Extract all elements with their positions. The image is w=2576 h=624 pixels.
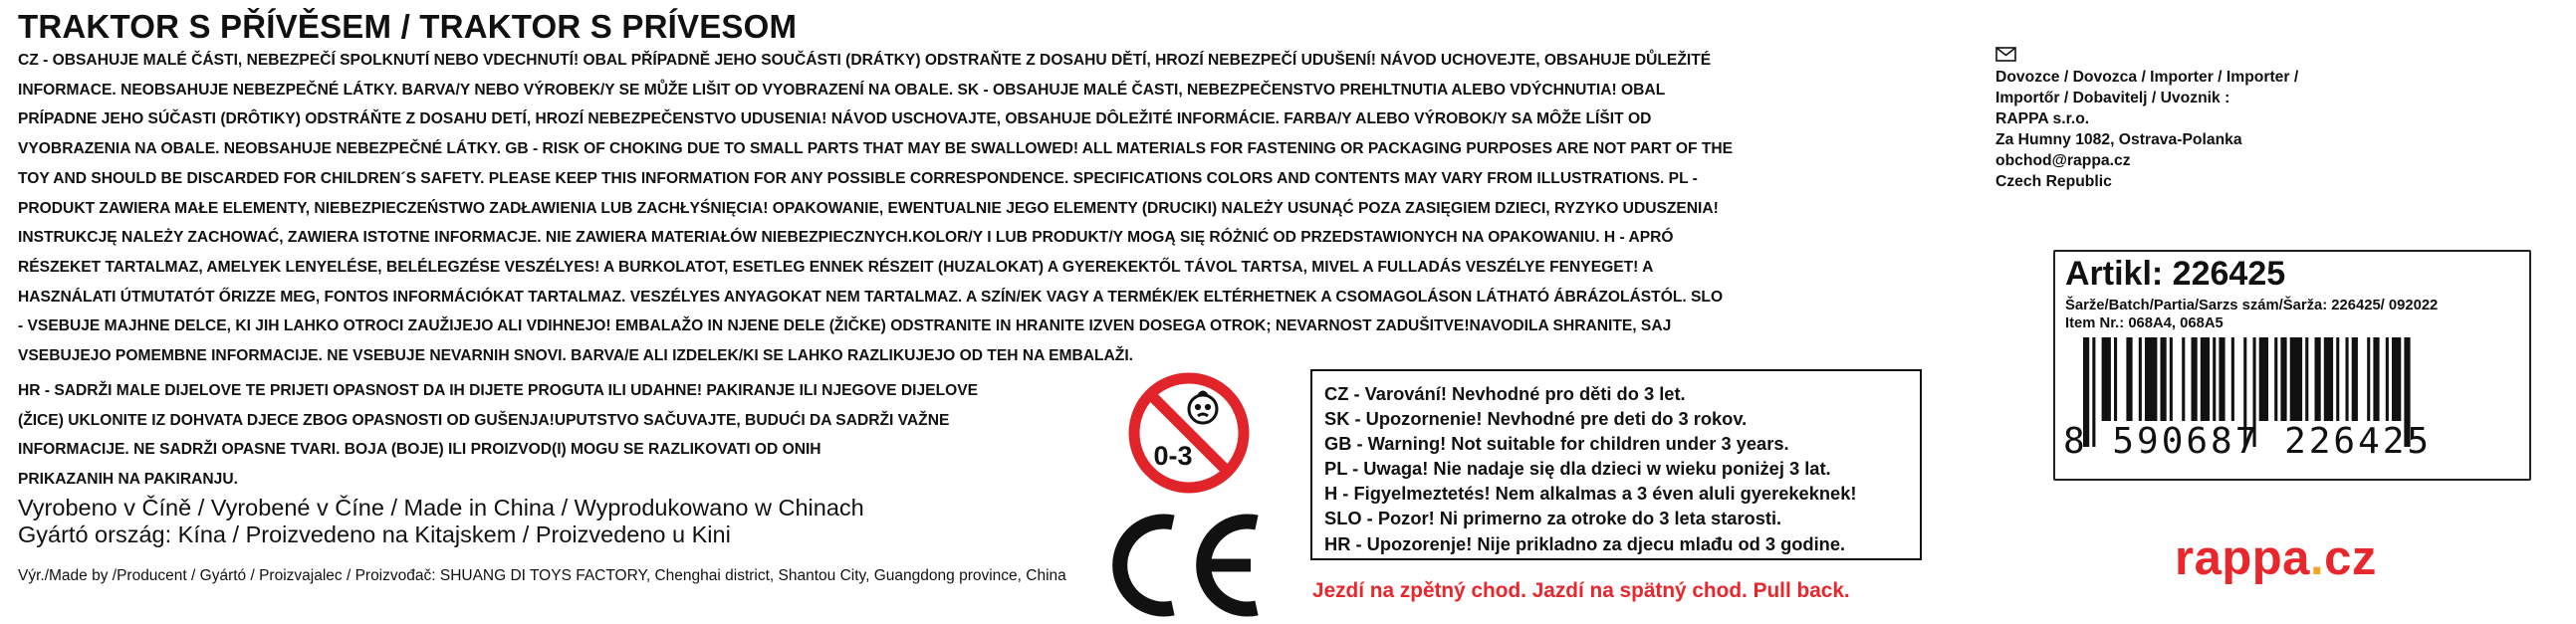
hr-warning-line: PRIKAZANIH NA PAKIRANJU. [18,471,238,489]
warning-line: INSTRUKCJĘ NALEŻY ZACHOWAĆ, ZAWIERA ISTOTNE INFORMACJE. NIE ZAWIERA MATERIAŁÓW NIEBEZPIECZNYCH.KOLOR/Y I LUB PRODUKT/Y MOGĄ SIĘ RÓŻNIĆ OD PRZEDSTAWIONYCH NA OPAKOWANIU. H - APRÓ [18,229,1674,247]
barcode-bar [2213,337,2216,421]
ean-number: 8 590687 226425 [2063,421,2433,462]
barcode-bar [2201,337,2210,421]
barcode-bar [2336,337,2339,421]
importer-line: Za Humny 1082, Ostrava-Polanka [1995,131,2242,148]
barcode-bar [2231,337,2234,421]
hr-warning-line: HR - SADRŽI MALE DIJELOVE TE PRIJETI OPASNOST DA IH DIJETE PROGUTA ILI UDAHNE! PAKIRANJE ILI NJEGOVE DIJELOVE [18,382,979,399]
barcode-bar [2324,337,2333,421]
hr-warning-line: (ŽICE) UKLONITE IZ DOHVATA DJECE ZBOG OPASNOSTI OD GUŠENJA!UPUTSTVO SAČUVAJTE, BUDUĆI DA SADRŽI VAŽNE [18,411,950,429]
age-warning-line: PL - Uwaga! Nie nadaje się dla dzieci w wieku poniżej 3 lat. [1324,458,1831,480]
importer-line: obchod@rappa.cz [1995,152,2131,169]
batch-line: Šarže/Batch/Partia/Sarzs szám/Šarža: 226425/ 092022 [2065,298,2439,313]
barcode-bar [2145,337,2157,421]
age-warning-line: GB - Warning! Not suitable for children under 3 years. [1324,433,1789,455]
barcode-bar [2352,337,2358,421]
warning-line: - VSEBUJE MAJHNE DELCE, KI JIH LAHKO OTROCI ZAUŽIJEJO ALI VDIHNEJO! EMBALAŽO IN NJENE DELE (ŽIČKE) ODSTRANITE IN HRANITE IZVEN DOSEGA OTROK; NEVARNOST ZADUŠITVE!NAVODILA SHRANITE, SAJ [18,317,1672,335]
age-warning-line: SLO - Pozor! Ni primerno za otroke do 3 leta starosti. [1324,508,1782,529]
logo-name: rappa [2175,531,2310,585]
warning-line: CZ - OBSAHUJE MALÉ ČÁSTI, NEBEZPEČÍ SPOLKNUTÍ NEBO VDECHNUTÍ! OBAL PŘÍPADNĚ JEHO SOUČÁSTI (DRÁTKY) ODSTRAŇTE Z DOSAHU DĚTÍ, HROZÍ NEBEZPEČÍ UDUŠENÍ! NÁVOD UCHOVEJTE, OBSAHUJE DŮLEŽITÉ [18,52,1712,69]
barcode-bar [2367,337,2370,421]
article-number: Artikl: 226425 [2065,255,2286,293]
importer-info [1995,47,2394,192]
barcode-bar [2139,337,2142,421]
barcode-bar [2392,337,2401,421]
warning-line: TOY AND SHOULD BE DISCARDED FOR CHILDREN´S SAFETY. PLEASE KEEP THIS INFORMATION FOR ANY POSSIBLE CORRESPONDENCE. SPECIFICATIONS COLORS AND CONTENTS MAY VARY FROM ILLUSTRATIONS. PL - [18,169,1698,187]
importer-line: Czech Republic [1995,173,2112,190]
barcode-bar [2290,337,2302,421]
age-warning-line: CZ - Varování! Nevhodné pro děti do 3 let. [1324,383,1686,404]
barcode-label [2053,250,2531,481]
item-number: Item Nr.: 068A4, 068A5 [2065,315,2224,331]
warning-line: VSEBUJEJO POMEMBNE INFORMACIJE. NE VSEBUJE NEVARNIH SNOVI. BARVA/E ALI IZDELEK/KI SE LAHKO RAZLIKUJEJO OD TEH NA EMBALAŽI. [18,347,1133,365]
importer-line: RAPPA s.r.o. [1995,110,2090,127]
batch-info [2065,297,2438,332]
logo-dot: . [2309,531,2325,585]
warning-line: HASZNÁLATI ÚTMUTATÓT ŐRIZZE MEG, FONTOS INFORMÁCIÓKAT TARTALMAZ. VESZÉLYES ANYAGOKAT NEM TARTALMAZ. A SZÍN/EK VAGY A TERMÉK/EK ELTÉRHETNEK A CSOMAGOLÁSON LÁTHATÓ ÁBRÁZOLÁSTÓL. SLO [18,288,1724,306]
pull-back-note: Jezdí na zpětný chod. Jazdí na spätný chod. Pull back. [1312,579,1850,602]
barcode-bar [2219,337,2225,421]
safety-warnings [18,46,1975,371]
barcode-bar [2182,337,2185,421]
barcode-bar [2161,337,2167,421]
no-under-3-icon [1125,369,1253,497]
ce-mark-icon [1107,513,1267,618]
age-icon-label: 0-3 [1153,441,1193,471]
age-warning-line: SK - Upozornenie! Nevhodné pre deti do 3 rokov. [1324,408,1748,430]
barcode-bar [2315,337,2321,421]
barcode-bar [2114,337,2117,421]
hr-warnings [18,376,1123,495]
warning-line: PRODUKT ZAWIERA MAŁE ELEMENTY, NIEBEZPIECZEŃSTWO ZADŁAWIENIA LUB ZACHŁYŚNIĘCIA! OPAKOWANIE, EWENTUALNIE JEGO ELEMENTY (DRUCIKI) NALEŻY USUNĄĆ POZA ZASIĘGIEM DZIECI, RYZYKO UDUSZENIA! [18,199,1719,217]
made-in-china [18,495,864,548]
barcode-bar [2346,337,2349,421]
rappa-logo [2175,530,2377,586]
importer-line: Dovozce / Dovozca / Importer / Importer / [1995,69,2299,86]
age-warning-line: H - Figyelmeztetés! Nem alkalmas a 3 éven aluli gyerekeknek! [1324,483,1857,505]
logo-tld: cz [2324,531,2377,585]
barcode-bar [2192,337,2198,421]
barcode-bar [2305,337,2308,421]
product-title: TRAKTOR S PŘÍVĚSEM / TRAKTOR S PRÍVESOM [18,8,798,45]
hr-warning-line: INFORMACIJE. NE SADRŽI OPASNE TVARI. BOJA (BOJE) ILI PROIZVOD(I) MOGU SE RAZLIKOVATI OD ONIH [18,441,821,459]
barcode-bar [2280,337,2286,421]
barcode-bar [2259,337,2268,421]
warning-line: RÉSZEKET TARTALMAZ, AMELYEK LENYELÉSE, BELÉLEGZÉSE VESZÉLYES! A BURKOLATOT, ESETLEG ENNEK RÉSZEIT (HUZALOKAT) A GYEREKEKTŐL TÁVOL TARTSA, MIVEL A FULLADÁS VESZÉLYE FENYEGET! A [18,258,1654,276]
made-in-line: Gyártó ország: Kína / Proizvedeno na Kitajskem / Proizvedeno u Kini [18,521,731,547]
age-warning-line: HR - Upozorenje! Nije prikladno za djecu mlađu od 3 godine. [1324,532,1846,554]
warning-line: VYOBRAZENIA NA OBALE. NEOBSAHUJE NEBEZPEČNÉ LÁTKY. GB - RISK OF CHOKING DUE TO SMALL PARTS THAT MAY BE SWALLOWED! ALL MATERIALS FOR FASTENING OR PACKAGING PURPOSES ARE NOT PART OF THE [18,140,1734,158]
barcode-bar [2126,337,2132,421]
barcode-bar [2386,337,2389,421]
envelope-icon [1995,47,2016,62]
barcode-bar [2274,337,2277,421]
importer-line: Importőr / Dobavitelj / Uvoznik : [1995,90,2230,106]
age-warning-box [1310,369,1922,560]
barcode-bar [2170,337,2173,421]
manufacturer-info: Výr./Made by /Producent / Gyártó / Proizvajalec / Proizvođač: SHUANG DI TOYS FACTORY, Chenghai district, Shantou City, Guangdong province, China [18,567,1066,584]
warning-line: PRÍPADNE JEHO SÚČASTI (DRÔTIKY) ODSTRÁŇTE Z DOSAHU DETÍ, HROZÍ NEBEZPEČENSTVO UDUSENIA! NÁVOD USCHOVAJTE, OBSAHUJE DÔLEŽITÉ INFORMÁCIE. FARBA/Y ALEBO VÝROBOK/Y SA MÔŽE LÍŠIT OD [18,110,1652,128]
made-in-line: Vyrobeno v Číně / Vyrobené v Číne / Made in China / Wyprodukowano w Chinach [18,495,864,520]
barcode-bar [2373,337,2379,421]
warning-line: INFORMACE. NEOBSAHUJE NEBEZPEČNÉ LÁTKY. BARVA/Y NEBO VÝROBEK/Y SE MŮŽE LIŠIT OD VYOBRAZENÍ NA OBALE. SK - OBSAHUJE MALÉ ČASTI, NEBEZPEČENSTVO PREHLTNUTIA ALEBO VDÝCHNUTIA! OBAL [18,81,1666,99]
barcode-bar [2102,337,2111,421]
